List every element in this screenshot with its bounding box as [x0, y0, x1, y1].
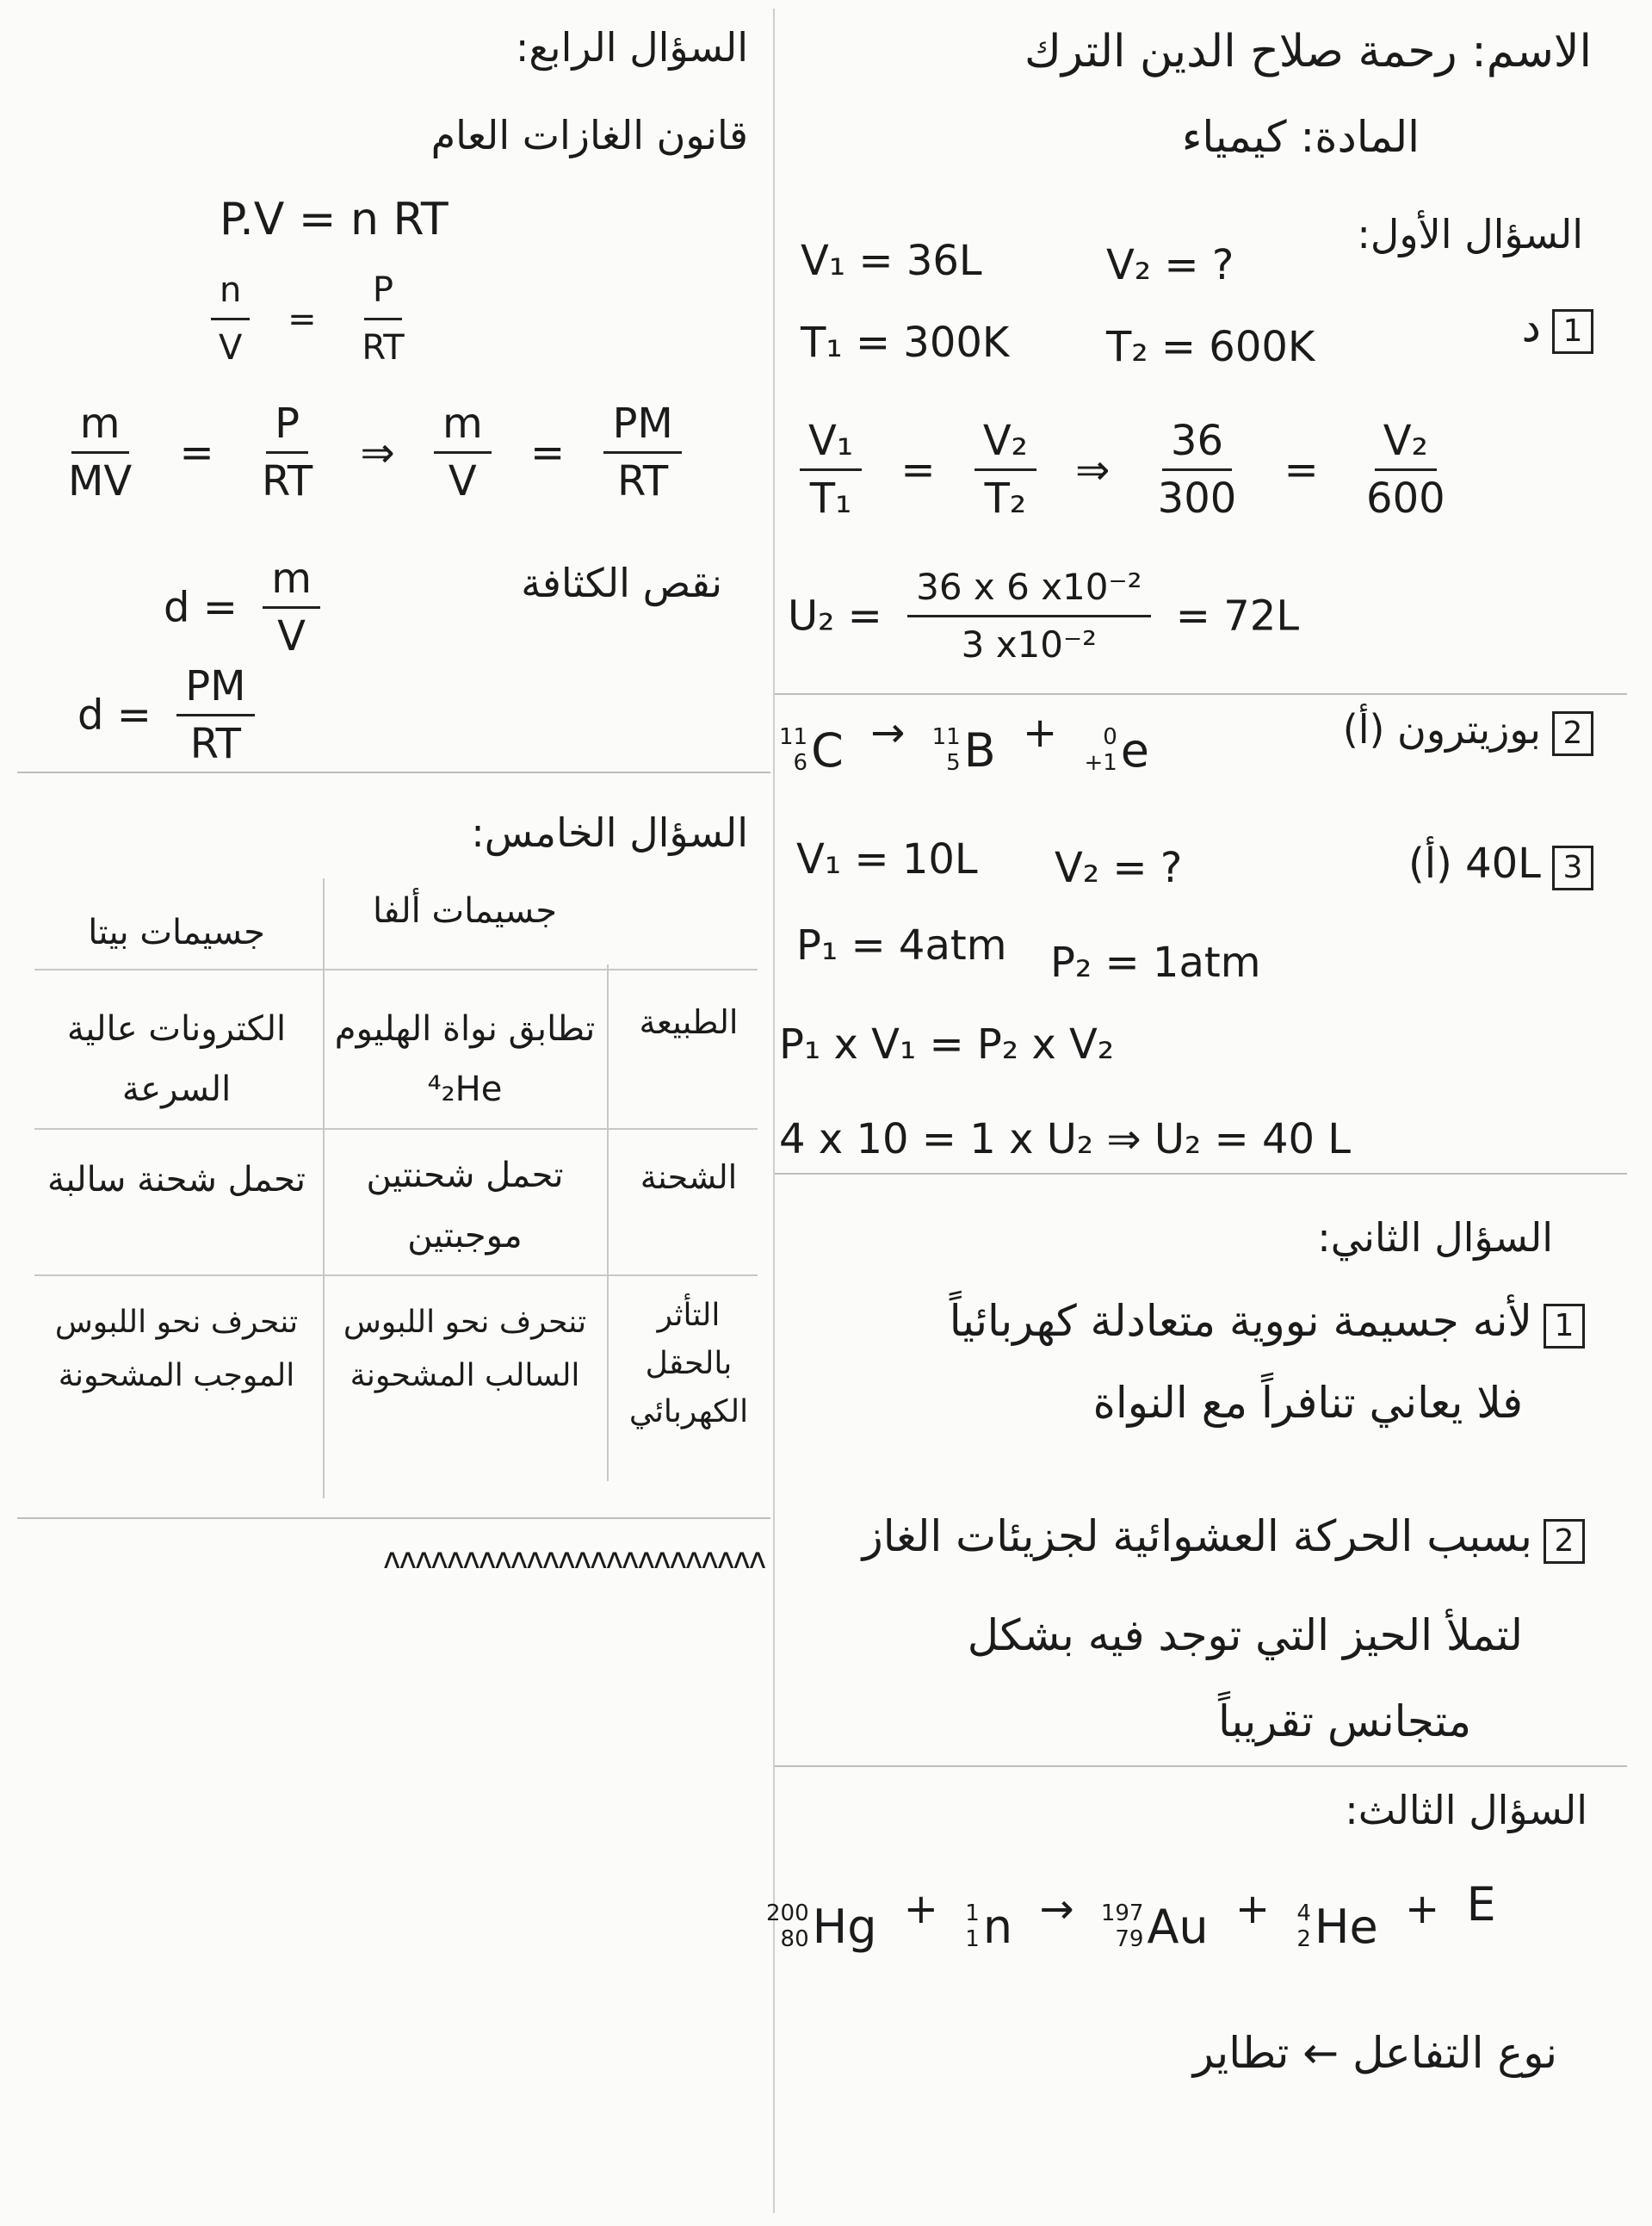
helium-symbol: He	[1314, 1899, 1378, 1954]
neutron-symbol: n	[982, 1899, 1013, 1954]
q2-item2-line2: لتملأ الحيز التي توجد فيه بشكل	[967, 1610, 1523, 1660]
q4-derivation: $\frac{m}{MV}$ = $\frac{P}{RT}$ ⇒ $\frac{m}{V}$ = $\frac{PM}{RT}$	[47, 396, 694, 509]
student-name: الاسم: رحمة صلاح الدين الترك	[1024, 26, 1592, 78]
q1-v2: V₂ = ?	[1106, 241, 1234, 289]
q1-calc	[788, 560, 1299, 673]
d-label: d =	[164, 583, 238, 632]
q1-item3-marker	[1408, 840, 1600, 890]
d2-pm: PM	[176, 659, 254, 716]
ratio-n: n	[211, 263, 250, 320]
f4-rt: RT	[617, 457, 669, 505]
b-mass: 11	[931, 724, 961, 750]
q2-item2-line3: متجانس تقريباً	[1218, 1696, 1471, 1746]
q1-item3-v1: V₁ = 10L	[796, 835, 978, 884]
mercury-symbol: Hg	[812, 1899, 877, 1954]
f1-m: m	[71, 396, 129, 454]
q3-reaction: 200 80 Hg + 1 1 n → 197 79 Au + 4 2 He + E	[766, 1877, 1496, 1954]
q1-item3-p1: P₁ = 4atm	[796, 921, 1007, 970]
hg-mass: 200	[766, 1900, 809, 1926]
energy-symbol: E	[1466, 1877, 1496, 1931]
q3-reaction-type: نوع التفاعل ← تطاير	[1192, 2028, 1557, 2078]
q1-item3-v2: V₂ = ?	[1055, 844, 1183, 892]
gold-symbol: Au	[1147, 1899, 1209, 1954]
d2-rt: RT	[189, 720, 241, 768]
q1-item3-calc: 4 x 10 = 1 x U₂ ⇒ U₂ = 40 L	[779, 1115, 1352, 1163]
b-z: 5	[946, 750, 961, 776]
q5-grid-row1	[34, 969, 758, 970]
c-mass: 11	[779, 724, 808, 750]
q2-item1-line1: لأنه جسيمة نووية متعادلة كهربائياً	[949, 1296, 1532, 1346]
q5-grid-col2	[607, 964, 609, 1481]
q1-item3-answer: (أ) 40L	[1408, 840, 1541, 888]
q5-header-alpha: جسيمات ألفا	[373, 891, 557, 931]
q5-row2-alpha: تحمل شحنتين موجبتين	[366, 1156, 564, 1256]
f4-pm: PM	[603, 396, 681, 454]
q1-item3-number: 3	[1552, 846, 1593, 890]
q5-title: السؤال الخامس:	[471, 809, 748, 856]
divider-q2-q3	[775, 1765, 1627, 1767]
q5-header-beta: جسيمات بيتا	[88, 913, 265, 952]
q1-item3-law: P₁ x V₁ = P₂ x V₂	[779, 1020, 1115, 1069]
q1-item2-number: 2	[1552, 711, 1593, 756]
positron-symbol: e	[1120, 722, 1150, 778]
q1-v1: V₁ = 36L	[801, 237, 982, 285]
q1-t2: T₂ = 600K	[1106, 323, 1315, 371]
q5-row3-alpha: تنحرف نحو اللبوس السالب المشحونة	[343, 1305, 587, 1393]
q1-item3-p2: P₂ = 1atm	[1050, 939, 1261, 987]
q5-row2-label: الشحنة	[640, 1158, 738, 1196]
q2-item2-number: 2	[1544, 1519, 1585, 1564]
q5-row1-label: الطبيعة	[639, 1003, 739, 1041]
divider-q4-q5	[17, 772, 770, 773]
q2-item1	[950, 1296, 1592, 1349]
q1-item1-number: 1	[1552, 309, 1593, 354]
q5-row3-label: التأثر بالحقل الكهربائي	[628, 1298, 749, 1429]
d-m: m	[263, 551, 320, 609]
sub-den2: 600	[1366, 474, 1445, 523]
divider-q5-end	[17, 1517, 770, 1519]
eq-t1: T₁	[809, 474, 852, 523]
q3-title: السؤال الثالث:	[1345, 1787, 1587, 1833]
eq-t2: T₂	[984, 474, 1027, 523]
calc-den: 3 x10⁻²	[961, 623, 1098, 666]
au-z: 79	[1115, 1926, 1144, 1952]
end-squiggle: ʌʌʌʌʌʌʌʌʌʌʌʌʌʌʌʌʌʌʌʌʌʌʌʌ	[383, 1541, 765, 1576]
q2-item2-line1: بسبب الحركة العشوائية لجزيئات الغاز	[862, 1511, 1532, 1561]
divider-q1-q2	[775, 1173, 1627, 1175]
q5-row1-alpha: تطابق نواة الهليوم ⁴₂He	[334, 1009, 596, 1109]
eq-v1: V₁	[800, 413, 862, 471]
q1-charles-equation: $\frac{\text{V₁}}{\text{T₁}}$ = $\frac{\text{V₂}}{\text{T₂}}$ ⇒ $\frac{36}{300}$ = $\frac{\text{V₂}}{600}$	[788, 413, 1466, 526]
q4-title: السؤال الرابع:	[515, 24, 748, 71]
q4-ratio: $\frac{n}{V}$ = $\frac{P}{RT}$	[198, 263, 425, 375]
ratio-v: V	[219, 328, 243, 368]
au-mass: 197	[1100, 1900, 1144, 1926]
d2-label: d =	[77, 691, 152, 740]
ratio-p: P	[364, 263, 402, 320]
calc-lhs: U₂ =	[788, 592, 882, 641]
q4-density-def	[164, 551, 332, 664]
sub-num2: V₂	[1375, 413, 1437, 471]
boron-symbol: B	[963, 722, 996, 778]
f1-mv: MV	[68, 457, 133, 505]
eq-v2: V₂	[974, 413, 1036, 471]
f3-v: V	[448, 457, 477, 505]
q4-density-formula	[77, 659, 267, 772]
n-mass: 1	[965, 1900, 980, 1926]
q4-subtitle: قانون الغازات العام	[430, 112, 748, 158]
q1-title: السؤال الأول:	[1357, 211, 1583, 257]
q1-item2-reaction: 11 6 C → 11 5 B + 0 +1 e	[779, 709, 1150, 778]
q1-item2-answer: بوزيترون (أ)	[1342, 706, 1541, 753]
q5-row2-beta: تحمل شحنة سالبة	[46, 1160, 306, 1200]
sub-den1: 300	[1157, 474, 1237, 523]
divider-q1-2	[775, 693, 1627, 695]
q2-item2	[863, 1511, 1592, 1564]
f2-p: P	[266, 396, 308, 454]
q4-general-law: P.V = n RT	[220, 194, 449, 245]
q4-density-note: نقص الكثافة	[521, 560, 722, 606]
q2-item1-number: 1	[1544, 1304, 1585, 1349]
sub-num1: 36	[1162, 413, 1232, 471]
ratio-rt: RT	[362, 328, 405, 368]
q2-item1-line2: فلا يعاني تنافراً مع النواة	[1092, 1378, 1523, 1428]
q5-row1-beta: الكترونات عالية السرعة	[66, 1009, 287, 1109]
q1-item1-marker	[1522, 301, 1600, 354]
q2-title: السؤال الثاني:	[1317, 1214, 1553, 1261]
hg-z: 80	[780, 1926, 809, 1952]
calc-num: 36 x 6 x10⁻²	[907, 560, 1150, 617]
c-z: 6	[793, 750, 808, 776]
he-z: 2	[1296, 1926, 1311, 1952]
carbon-symbol: C	[811, 722, 844, 778]
calc-result: = 72L	[1175, 592, 1300, 641]
f2-rt: RT	[262, 457, 313, 505]
n-z: 1	[965, 1926, 980, 1952]
q5-grid-row3	[34, 1274, 758, 1276]
q5-grid-row2	[34, 1128, 758, 1130]
q5-row3-beta: تنحرف نحو اللبوس الموجب المشحونة	[54, 1305, 299, 1393]
q5-grid-col1	[323, 878, 325, 1498]
e-mass: 0	[1103, 724, 1117, 750]
q1-t1: T₁ = 300K	[801, 319, 1010, 367]
q1-item2-marker	[1343, 706, 1600, 756]
subject-label: المادة: كيمياء	[1181, 112, 1420, 162]
d-v: V	[277, 612, 306, 660]
q1-item1-answer: د	[1521, 301, 1541, 351]
e-z: +1	[1084, 750, 1117, 776]
he-mass: 4	[1296, 1900, 1311, 1926]
f3-m: m	[434, 396, 492, 454]
